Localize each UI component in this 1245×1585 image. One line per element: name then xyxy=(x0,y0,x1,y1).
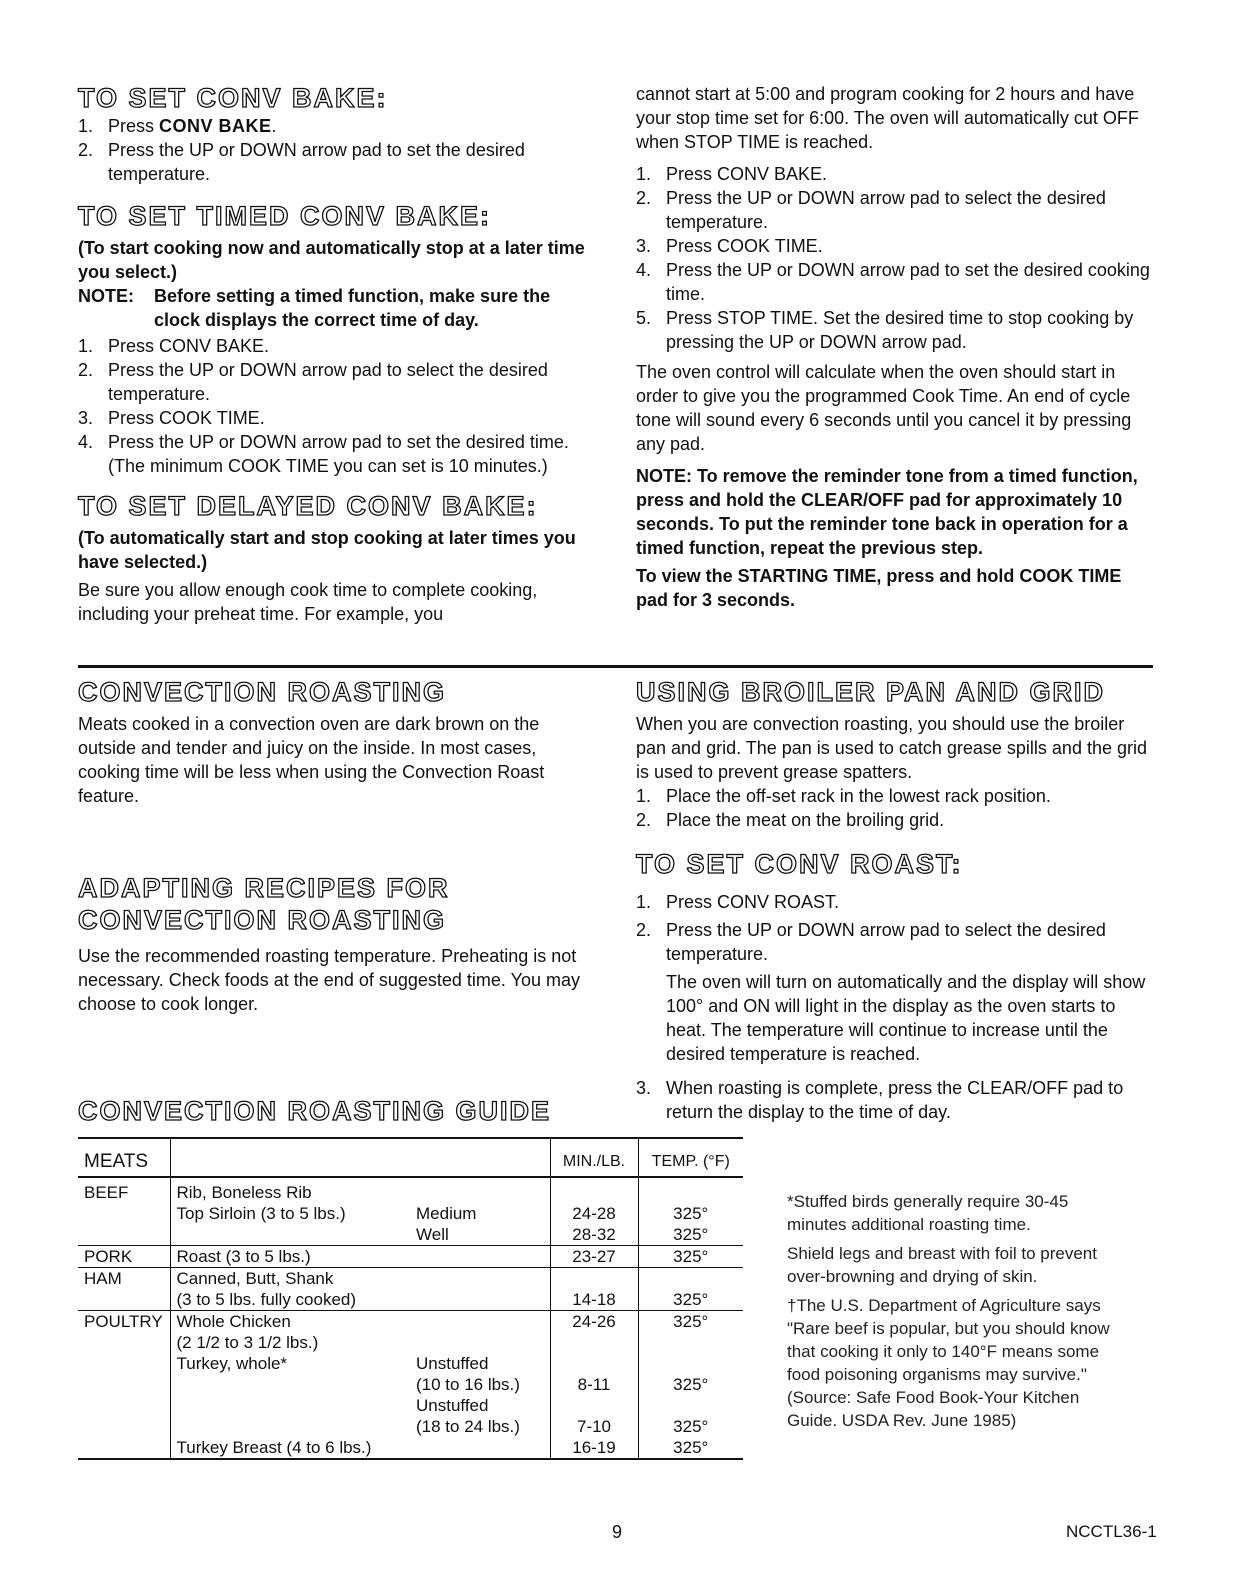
table-cell-meat xyxy=(78,1224,170,1246)
table-cell-item xyxy=(170,1224,410,1246)
timed-steps xyxy=(78,334,590,478)
table-cell-temp xyxy=(638,1268,743,1290)
footnotes xyxy=(787,1190,1132,1432)
table-row xyxy=(78,1395,743,1416)
footnote-shield: Shield legs and breast with foil to prevent over-browning and drying of skin. xyxy=(787,1244,1097,1286)
table-cell-min: 16-19 xyxy=(550,1437,638,1458)
convection-roasting-body: Meats cooked in a convection oven are dark brown on the outside and tender and juicy on the inside. In most cases, cooking time will be less when using the Convection Roast feature. xyxy=(78,714,545,806)
table-cell-cond: Well xyxy=(416,1225,449,1244)
list-item: 1. Press CONV BAKE. xyxy=(636,164,828,184)
table-cell-item: (2 1/2 to 3 1/2 lbs.) xyxy=(170,1332,410,1353)
conv-bake-steps xyxy=(78,114,590,186)
table-cell-item: Turkey, whole* xyxy=(170,1353,410,1374)
table-row xyxy=(78,1311,743,1333)
table-cell-meat: PORK xyxy=(84,1247,133,1266)
table-row xyxy=(78,1268,743,1290)
table-cell-meat xyxy=(78,1353,170,1374)
roasting-guide-table-wrap xyxy=(78,1137,743,1460)
list-item: 2. Press the UP or DOWN arrow pad to select the desired temperature. xyxy=(78,360,548,404)
table-cell-cond: (10 to 16 lbs.) xyxy=(416,1375,520,1394)
table-row xyxy=(78,1332,743,1353)
list-item: 3. Press COOK TIME. xyxy=(636,236,823,256)
table-cell-cond xyxy=(410,1268,550,1290)
table-cell-item: Canned, Butt, Shank xyxy=(170,1268,410,1290)
delayed-body: Be sure you allow enough cook time to complete cooking, including your preheat time. For example, you xyxy=(78,580,538,624)
list-item: 2. Press the UP or DOWN arrow pad to set the desired temperature. xyxy=(78,140,525,184)
roasting-guide-table xyxy=(78,1139,743,1458)
table-row xyxy=(78,1353,743,1374)
table-cell-cond xyxy=(410,1311,550,1333)
table-cell-min: 24-26 xyxy=(550,1311,638,1333)
list-item: 3. When roasting is complete, press the CLEAR/OFF pad to return the display to the time of day. xyxy=(636,1078,1124,1122)
oven-control-paragraph: The oven control will calculate when the oven should start in order to give you the programmed Cook Time. An end of cycle tone will sound every 6 seconds until you cancel it by pressing any pad. xyxy=(636,362,1132,454)
table-cell-meat xyxy=(78,1395,170,1416)
reminder-note: NOTE: To remove the reminder tone from a timed function, press and hold the CLEAR/OFF pad for approximately 10 seconds. To put the reminder tone back in operation for a timed function, repeat the previous step. xyxy=(636,466,1138,558)
table-row xyxy=(78,1289,743,1311)
roast-steps xyxy=(636,890,1150,966)
table-cell-item: Turkey Breast (4 to 6 lbs.) xyxy=(170,1437,410,1458)
timed-note: NOTE: Before setting a timed function, make sure the clock displays the correct time of day. xyxy=(78,286,551,330)
table-cell-item: Roast (3 to 5 lbs.) xyxy=(170,1246,410,1268)
table-cell-meat xyxy=(78,1374,170,1395)
table-cell-item xyxy=(170,1374,410,1395)
conv-roast-heading: TO SET CONV ROAST: xyxy=(636,849,963,879)
list-item: 1. Press CONV BAKE. xyxy=(78,336,270,356)
table-cell-temp: 325° xyxy=(638,1437,743,1458)
conv-bake-heading: TO SET CONV BAKE: xyxy=(78,83,388,113)
table-cell-cond xyxy=(410,1246,550,1268)
table-cell-temp xyxy=(638,1395,743,1416)
right-top-column xyxy=(636,82,1150,612)
adapting-body: Use the recommended roasting temperature. Preheating is not necessary. Check foods at the end of suggested time. You may choose to cook longer. xyxy=(78,946,580,1014)
header-meats: MEATS xyxy=(84,1151,149,1172)
convection-roasting-heading: CONVECTION ROASTING xyxy=(78,677,447,707)
table-row xyxy=(78,1416,743,1437)
table-body xyxy=(78,1177,743,1458)
table-row xyxy=(78,1203,743,1224)
table-row xyxy=(78,1177,743,1203)
list-item: 2. Press the UP or DOWN arrow pad to select the desired temperature. xyxy=(636,188,1106,232)
timed-conv-bake-heading: TO SET TIMED CONV BAKE: xyxy=(78,201,492,231)
table-row xyxy=(78,1437,743,1458)
list-item: 1. Press CONV BAKE. xyxy=(78,116,277,136)
table-cell-min xyxy=(550,1395,638,1416)
table-cell-cond xyxy=(410,1289,550,1311)
table-cell-cond: (18 to 24 lbs.) xyxy=(416,1417,520,1436)
table-cell-meat: POULTRY xyxy=(84,1312,163,1331)
table-cell-min xyxy=(550,1353,638,1374)
delayed-steps xyxy=(636,162,1150,354)
document-code: NCCTL36-1 xyxy=(1066,1522,1157,1541)
adapting-heading-line2: CONVECTION ROASTING xyxy=(78,905,447,935)
timed-subtitle: (To start cooking now and automatically stop at a later time you select.) xyxy=(78,238,585,282)
list-item: 1. Press CONV ROAST. xyxy=(636,892,840,912)
adapting-heading-line1: ADAPTING RECIPES FOR xyxy=(78,873,450,903)
table-cell-temp: 325° xyxy=(638,1246,743,1268)
table-cell-temp: 325° xyxy=(638,1224,743,1246)
roast-display-paragraph: The oven will turn on automatically and the display will show 100° and ON will light in the display as the oven starts to heat. The temperature will continue to increase until the desired temperature is reached. xyxy=(666,972,1146,1064)
table-cell-temp xyxy=(638,1177,743,1203)
footnote-usda: †The U.S. Department of Agriculture says "Rare beef is popular, but you should know that cooking it only to 140°F means some food poisoning organisms may survive." (Source: Safe Food Book-Your Kitchen Guide. USDA Rev. June 1985) xyxy=(787,1296,1110,1430)
left-bottom-column xyxy=(78,676,590,1016)
table-cell-min: 24-28 xyxy=(550,1203,638,1224)
table-cell-cond: Unstuffed xyxy=(416,1396,489,1415)
table-cell-meat xyxy=(78,1437,170,1458)
table-cell-temp xyxy=(638,1332,743,1353)
header-blank xyxy=(170,1139,550,1177)
table-cell-meat: BEEF xyxy=(84,1183,129,1202)
table-cell-min: 8-11 xyxy=(550,1374,638,1395)
list-item: 3. Press COOK TIME. xyxy=(78,408,265,428)
table-cell-cond xyxy=(410,1437,550,1458)
table-cell-meat xyxy=(78,1289,170,1311)
continued-text: cannot start at 5:00 and program cooking for 2 hours and have your stop time set for 6:00. The oven will automatically cut OFF when STOP TIME is reached. xyxy=(636,84,1139,152)
table-cell-item: Top Sirloin (3 to 5 lbs.) xyxy=(170,1203,410,1224)
delayed-subtitle: (To automatically start and stop cooking at later times you have selected.) xyxy=(78,528,576,572)
table-cell-temp: 325° xyxy=(638,1374,743,1395)
table-cell-cond: Medium xyxy=(416,1204,477,1223)
delayed-conv-bake-heading: TO SET DELAYED CONV BAKE: xyxy=(78,491,538,521)
broiler-steps xyxy=(636,784,1150,832)
table-cell-temp xyxy=(638,1353,743,1374)
table-cell-item: (3 to 5 lbs. fully cooked) xyxy=(170,1289,410,1311)
table-row xyxy=(78,1224,743,1246)
table-cell-meat xyxy=(78,1332,170,1353)
page-number: 9 xyxy=(612,1522,623,1542)
header-min-per-lb: MIN./LB. xyxy=(550,1139,638,1177)
table-cell-item: Rib, Boneless Rib xyxy=(170,1177,410,1203)
table-cell-temp: 325° xyxy=(638,1289,743,1311)
table-cell-meat: HAM xyxy=(84,1269,122,1288)
table-cell-min: 23-27 xyxy=(550,1246,638,1268)
table-cell-cond xyxy=(410,1332,550,1353)
starting-time-note: To view the STARTING TIME, press and hold COOK TIME pad for 3 seconds. xyxy=(636,566,1122,610)
roast-step-3 xyxy=(636,1076,1150,1124)
table-cell-cond: Unstuffed xyxy=(416,1354,489,1373)
roasting-guide-heading: CONVECTION ROASTING GUIDE xyxy=(78,1096,552,1126)
table-cell-min xyxy=(550,1177,638,1203)
table-cell-item xyxy=(170,1416,410,1437)
header-temp: TEMP. (°F) xyxy=(638,1139,743,1177)
list-item: 2. Press the UP or DOWN arrow pad to select the desired temperature. xyxy=(636,920,1106,964)
table-row xyxy=(78,1246,743,1268)
table-cell-temp: 325° xyxy=(638,1311,743,1333)
table-cell-min xyxy=(550,1268,638,1290)
list-item: 4. Press the UP or DOWN arrow pad to set the desired time. (The minimum COOK TIME you can set is 10 minutes.) xyxy=(78,432,569,476)
broiler-body: When you are convection roasting, you should use the broiler pan and grid. The pan is used to catch grease spills and the grid is used to prevent grease spatters. xyxy=(636,714,1147,782)
table-row xyxy=(78,1374,743,1395)
table-cell-min: 7-10 xyxy=(550,1416,638,1437)
broiler-pan-heading: USING BROILER PAN AND GRID xyxy=(636,677,1106,707)
table-cell-cond xyxy=(410,1177,550,1203)
table-header-row xyxy=(78,1139,743,1177)
left-top-column xyxy=(78,82,590,626)
list-item: 4. Press the UP or DOWN arrow pad to set the desired cooking time. xyxy=(636,260,1150,304)
table-cell-item xyxy=(170,1395,410,1416)
table-cell-min: 14-18 xyxy=(550,1289,638,1311)
list-item: 2. Place the meat on the broiling grid. xyxy=(636,810,945,830)
table-cell-meat xyxy=(78,1203,170,1224)
list-item: 5. Press STOP TIME. Set the desired time to stop cooking by pressing the UP or DOWN arrow pad. xyxy=(636,308,1134,352)
table-cell-temp: 325° xyxy=(638,1416,743,1437)
footnote-stuffed: *Stuffed birds generally require 30-45 minutes additional roasting time. xyxy=(787,1192,1069,1234)
table-cell-temp: 325° xyxy=(638,1203,743,1224)
table-cell-item: Whole Chicken xyxy=(170,1311,410,1333)
table-cell-meat xyxy=(78,1416,170,1437)
table-cell-min xyxy=(550,1332,638,1353)
section-divider xyxy=(78,665,1153,668)
table-cell-min: 28-32 xyxy=(550,1224,638,1246)
list-item: 1. Place the off-set rack in the lowest rack position. xyxy=(636,786,1051,806)
right-bottom-column xyxy=(636,676,1150,1124)
